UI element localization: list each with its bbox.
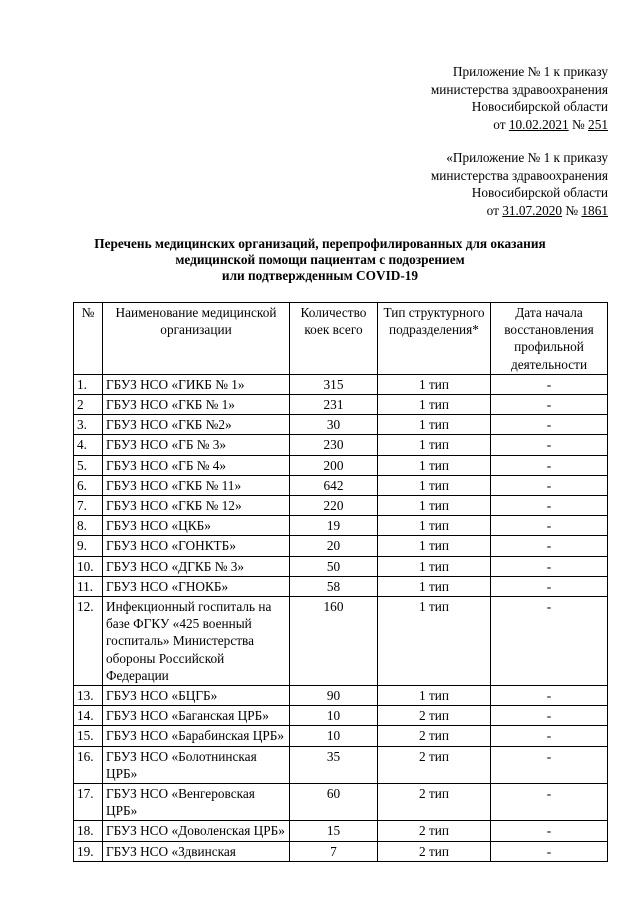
cell-number: 2 (74, 395, 103, 415)
cell-restoration-date: - (491, 374, 608, 394)
cell-bed-count: 50 (290, 556, 378, 576)
table-row (74, 435, 608, 455)
cell-restoration-date: - (491, 496, 608, 516)
cell-unit-type: 2 тип (378, 706, 491, 726)
cell-organization-name: ГБУЗ НСО «ГКБ №2» (103, 415, 290, 435)
cell-bed-count: 30 (290, 415, 378, 435)
cell-bed-count: 642 (290, 475, 378, 495)
cell-restoration-date: - (491, 706, 608, 726)
cell-number: 6. (74, 475, 103, 495)
table-row (74, 395, 608, 415)
cell-organization-name: ГБУЗ НСО «ГБ № 4» (103, 455, 290, 475)
date-prefix: от (486, 202, 503, 218)
cell-number: 7. (74, 496, 103, 516)
cell-number: 4. (74, 435, 103, 455)
attachment-date-line (308, 116, 608, 134)
attachment-line-3: Новосибирской области (471, 185, 608, 200)
cell-bed-count: 58 (290, 576, 378, 596)
medical-organizations-table (73, 302, 608, 862)
cell-organization-name: ГБУЗ НСО «Доволенская ЦРБ» (103, 821, 290, 841)
table-row (74, 726, 608, 746)
cell-number: 16. (74, 746, 103, 783)
table-row (74, 746, 608, 783)
cell-restoration-date: - (491, 784, 608, 821)
cell-organization-name: ГБУЗ НСО «ЦКБ» (103, 516, 290, 536)
cell-number: 9. (74, 536, 103, 556)
cell-unit-type: 1 тип (378, 686, 491, 706)
cell-number: 5. (74, 455, 103, 475)
cell-bed-count: 220 (290, 496, 378, 516)
cell-restoration-date: - (491, 597, 608, 686)
table-row (74, 576, 608, 596)
cell-number: 19. (74, 841, 103, 861)
cell-unit-type: 2 тип (378, 746, 491, 783)
cell-restoration-date: - (491, 415, 608, 435)
document-title (60, 236, 580, 284)
title-line-2: медицинской помощи пациентам с подозрением (175, 252, 465, 267)
cell-bed-count: 10 (290, 726, 378, 746)
cell-number: 11. (74, 576, 103, 596)
table-row (74, 374, 608, 394)
cell-unit-type: 1 тип (378, 395, 491, 415)
title-line-3: или подтвержденным COVID-19 (221, 268, 419, 283)
cell-organization-name: ГБУЗ НСО «ДГКБ № 3» (103, 556, 290, 576)
cell-unit-type: 2 тип (378, 841, 491, 861)
cell-number: 18. (74, 821, 103, 841)
cell-unit-type: 2 тип (378, 821, 491, 841)
order-date: 31.07.2020 (502, 202, 563, 218)
table-body (74, 374, 608, 861)
cell-unit-type: 1 тип (378, 415, 491, 435)
cell-unit-type: 1 тип (378, 516, 491, 536)
cell-unit-type: 1 тип (378, 475, 491, 495)
table-row (74, 706, 608, 726)
date-prefix: от (493, 116, 509, 132)
attachment-line-1: Приложение № 1 к приказу (452, 64, 608, 79)
cell-restoration-date: - (491, 726, 608, 746)
cell-bed-count: 200 (290, 455, 378, 475)
cell-number: 3. (74, 415, 103, 435)
cell-number: 1. (74, 374, 103, 394)
cell-bed-count: 90 (290, 686, 378, 706)
cell-restoration-date: - (491, 841, 608, 861)
number-prefix: № (568, 116, 589, 132)
cell-unit-type: 1 тип (378, 455, 491, 475)
attachment-reference-current (308, 63, 608, 133)
cell-unit-type: 1 тип (378, 435, 491, 455)
attachment-date-line (308, 202, 608, 220)
cell-bed-count: 19 (290, 516, 378, 536)
cell-number: 12. (74, 597, 103, 686)
cell-organization-name: ГБУЗ НСО «ГОНКТБ» (103, 536, 290, 556)
cell-restoration-date: - (491, 435, 608, 455)
cell-number: 13. (74, 686, 103, 706)
cell-organization-name: Инфекционный госпиталь на базе ФГКУ «425 военный госпиталь» Министерства обороны Российской Федерации (103, 597, 290, 686)
attachment-line-2: министерства здравоохранения (430, 81, 608, 97)
cell-bed-count: 60 (290, 784, 378, 821)
table-row (74, 516, 608, 536)
cell-unit-type: 1 тип (378, 374, 491, 394)
title-line-1: Перечень медицинских организаций, перепрофилированных для оказания (94, 236, 546, 251)
cell-restoration-date: - (491, 556, 608, 576)
cell-restoration-date: - (491, 536, 608, 556)
header-organization-name: Наименование медицинской организации (103, 303, 290, 375)
cell-bed-count: 7 (290, 841, 378, 861)
cell-restoration-date: - (491, 475, 608, 495)
table-row (74, 536, 608, 556)
cell-number: 15. (74, 726, 103, 746)
table-row (74, 415, 608, 435)
cell-number: 8. (74, 516, 103, 536)
header-number: № (74, 303, 103, 375)
header-unit-type: Тип структурного подразделения* (378, 303, 491, 375)
order-date: 10.02.2021 (508, 116, 569, 132)
cell-unit-type: 1 тип (378, 556, 491, 576)
cell-organization-name: ГБУЗ НСО «Здвинская (103, 841, 290, 861)
table-row (74, 455, 608, 475)
header-bed-count: Количество коек всего (290, 303, 378, 375)
cell-restoration-date: - (491, 395, 608, 415)
cell-restoration-date: - (491, 821, 608, 841)
cell-bed-count: 315 (290, 374, 378, 394)
attachment-line-3: Новосибирской области (471, 99, 608, 114)
cell-organization-name: ГБУЗ НСО «ГКБ № 11» (103, 475, 290, 495)
number-prefix: № (562, 202, 582, 218)
attachment-line-1: «Приложение № 1 к приказу (446, 150, 608, 165)
table-row (74, 784, 608, 821)
table-row (74, 556, 608, 576)
table-row (74, 821, 608, 841)
cell-unit-type: 1 тип (378, 496, 491, 516)
cell-organization-name: ГБУЗ НСО «ГНОКБ» (103, 576, 290, 596)
cell-bed-count: 35 (290, 746, 378, 783)
table-row (74, 841, 608, 861)
table-row (74, 597, 608, 686)
cell-bed-count: 160 (290, 597, 378, 686)
cell-unit-type: 2 тип (378, 726, 491, 746)
cell-bed-count: 230 (290, 435, 378, 455)
cell-organization-name: ГБУЗ НСО «Барабинская ЦРБ» (103, 726, 290, 746)
cell-bed-count: 10 (290, 706, 378, 726)
header-restoration-date: Дата начала восстановления профильной деятельности (491, 303, 608, 375)
attachment-line-2: министерства здравоохранения (430, 167, 608, 183)
cell-organization-name: ГБУЗ НСО «Болотнинская ЦРБ» (103, 746, 290, 783)
cell-restoration-date: - (491, 576, 608, 596)
cell-unit-type: 2 тип (378, 784, 491, 821)
cell-organization-name: ГБУЗ НСО «Баганская ЦРБ» (103, 706, 290, 726)
order-number: 1861 (581, 202, 608, 218)
cell-organization-name: ГБУЗ НСО «БЦГБ» (103, 686, 290, 706)
cell-unit-type: 1 тип (378, 576, 491, 596)
cell-number: 10. (74, 556, 103, 576)
cell-unit-type: 1 тип (378, 597, 491, 686)
cell-bed-count: 20 (290, 536, 378, 556)
cell-number: 14. (74, 706, 103, 726)
table-row (74, 496, 608, 516)
cell-organization-name: ГБУЗ НСО «ГКБ № 1» (103, 395, 290, 415)
table-header-row (74, 303, 608, 375)
cell-organization-name: ГБУЗ НСО «ГБ № 3» (103, 435, 290, 455)
cell-restoration-date: - (491, 516, 608, 536)
cell-bed-count: 15 (290, 821, 378, 841)
cell-organization-name: ГБУЗ НСО «ГКБ № 12» (103, 496, 290, 516)
order-number: 251 (588, 116, 608, 132)
cell-restoration-date: - (491, 455, 608, 475)
cell-organization-name: ГБУЗ НСО «Венгеровская ЦРБ» (103, 784, 290, 821)
attachment-reference-previous (308, 149, 608, 219)
cell-number: 17. (74, 784, 103, 821)
cell-bed-count: 231 (290, 395, 378, 415)
cell-unit-type: 1 тип (378, 536, 491, 556)
cell-organization-name: ГБУЗ НСО «ГИКБ № 1» (103, 374, 290, 394)
cell-restoration-date: - (491, 686, 608, 706)
table-row (74, 686, 608, 706)
table-row (74, 475, 608, 495)
cell-restoration-date: - (491, 746, 608, 783)
